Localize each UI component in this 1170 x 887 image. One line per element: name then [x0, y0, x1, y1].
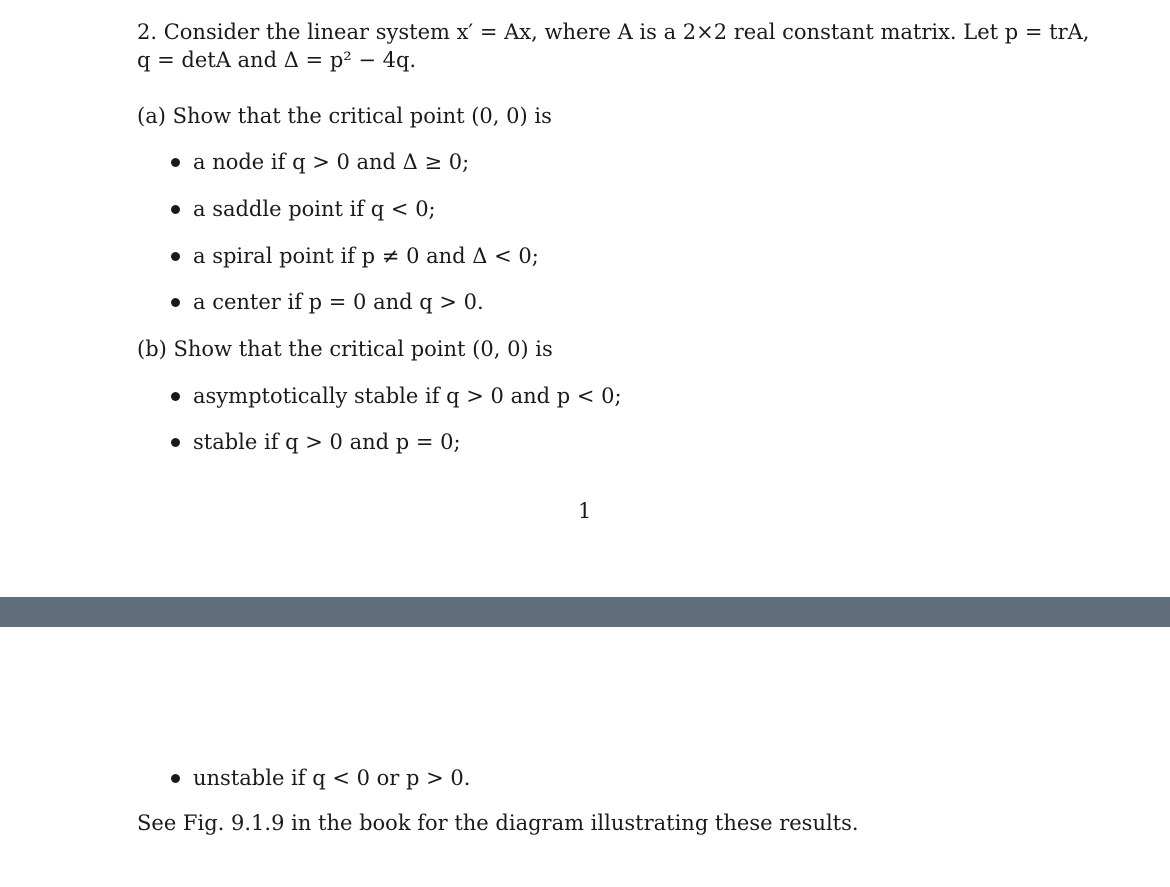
bullet-dot-icon	[171, 298, 180, 307]
list-item-text: a saddle point if q < 0;	[193, 197, 436, 221]
bullet-dot-icon	[171, 774, 180, 783]
list-item-text: a spiral point if p ≠ 0 and Δ < 0;	[193, 244, 539, 268]
bullet-dot-icon	[171, 205, 180, 214]
bullet-dot-icon	[171, 392, 180, 401]
page-number: 1	[578, 499, 592, 523]
list-item-text: stable if q > 0 and p = 0;	[193, 430, 461, 454]
list-item-text: unstable if q < 0 or p > 0.	[193, 766, 471, 790]
page-2	[0, 627, 1170, 887]
part-b-heading: (b) Show that the critical point (0, 0) is	[137, 337, 553, 361]
list-item-text: asymptotically stable if q > 0 and p < 0;	[193, 384, 622, 408]
list-item-text: a node if q > 0 and Δ ≥ 0;	[193, 150, 470, 174]
closing-note: See Fig. 9.1.9 in the book for the diagram illustrating these results.	[137, 811, 859, 835]
page-separator	[0, 597, 1170, 627]
bullet-dot-icon	[171, 438, 180, 447]
problem-intro-line-2: q = detA and Δ = p² − 4q.	[137, 48, 417, 72]
bullet-dot-icon	[171, 252, 180, 261]
part-a-heading: (a) Show that the critical point (0, 0) is	[137, 104, 552, 128]
bullet-dot-icon	[171, 158, 180, 167]
list-item-text: a center if p = 0 and q > 0.	[193, 290, 484, 314]
problem-intro-line-1: 2. Consider the linear system x′ = Ax, where A is a 2×2 real constant matrix. Let p = trA,	[137, 20, 1090, 44]
